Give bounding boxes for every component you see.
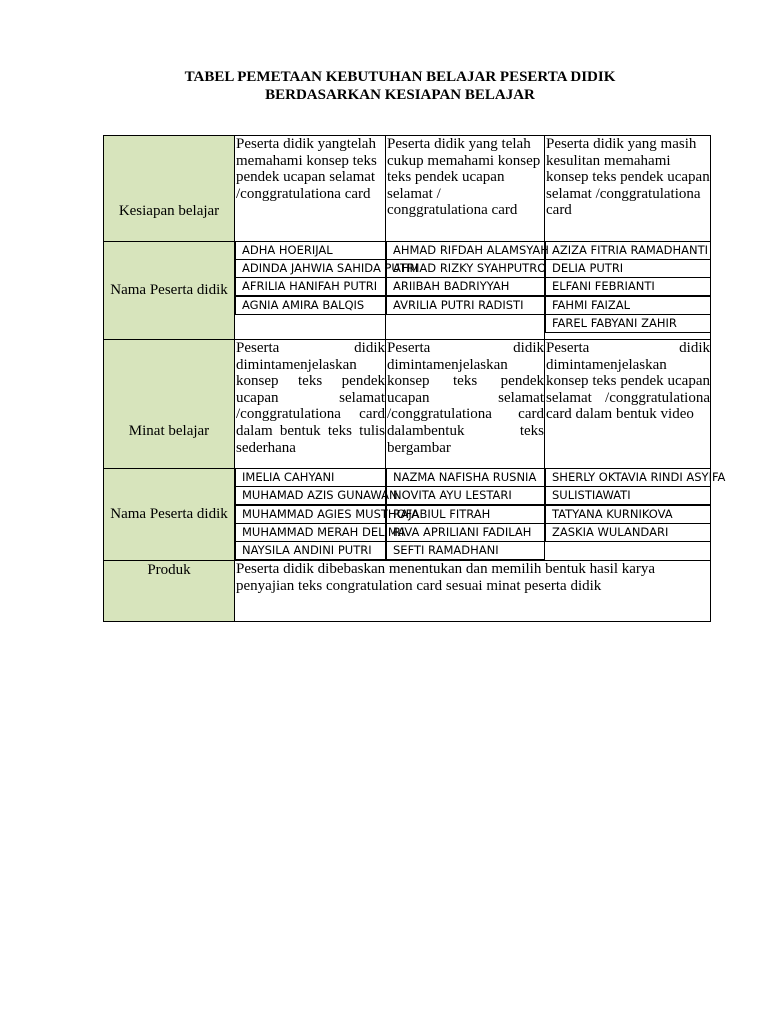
student-name: SEFTI RAMADHANI [386, 541, 545, 560]
student-name: FAREL FABYANI ZAHIR [545, 314, 711, 333]
label-minat-belajar [103, 339, 235, 469]
student-name: TATYANA KURNIKOVA [545, 505, 711, 524]
student-name: MUHAMAD AZIS GUNAWAN [235, 486, 386, 505]
student-name: MUHAMMAD AGIES MUSTHOFA [235, 505, 386, 524]
kesiapan-col-1: Peserta didik yangtelah memahami konsep teks pendek ucapan selamat /conggratulationa card [234, 135, 386, 242]
student-name: ARIIBAH BADRIYYAH [386, 277, 545, 296]
minat-col-3: Peserta didik dimintamenjelaskan konsep teks pendek ucapan selamat /conggratulationa card dalam bentuk video [544, 339, 711, 469]
student-name: ADHA HOERIJAL [235, 241, 386, 260]
student-name: NOVITA AYU LESTARI [386, 486, 545, 505]
student-name: AZIZA FITRIA RAMADHANTI [545, 241, 711, 260]
student-name: NAZMA NAFISHA RUSNIA [386, 468, 545, 487]
student-name: NAYSILA ANDINI PUTRI [235, 541, 386, 560]
kesiapan-col-2: Peserta didik yang telah cukup memahami konsep teks pendek ucapan selamat / conggratulationa card [385, 135, 545, 242]
student-name: SULISTIAWATI [545, 486, 711, 505]
student-name: AVRILIA PUTRI RADISTI [386, 296, 545, 315]
student-name: ELFANI FEBRIANTI [545, 277, 711, 296]
student-name: IMELIA CAHYANI [235, 468, 386, 487]
document-title-line-1: TABEL PEMETAAN KEBUTUHAN BELAJAR PESERTA DIDIK [184, 69, 616, 85]
label-nama-peserta-didik-1 [103, 241, 235, 340]
minat-col-2: Peserta didik dimintamenjelaskan konsep teks pendek ucapan selamat /conggratulationa card dalambentuk teks bergambar [385, 339, 545, 469]
minat-col-1: Peserta didik dimintamenjelaskan konsep teks pendek ucapan selamat /conggratulationa card dalam bentuk teks tulis sederhana [234, 339, 386, 469]
student-name: DELIA PUTRI [545, 259, 711, 278]
kesiapan-col-3: Peserta didik yang masih kesulitan memahami konsep teks pendek ucapan selamat /conggratulationa card [544, 135, 711, 242]
student-name: AGNIA AMIRA BALQIS [235, 296, 386, 315]
label-nama-peserta-didik-2-text: Nama Peserta didik [110, 506, 228, 522]
student-name: MUHAMMAD MERAH DELIMA [235, 523, 386, 542]
student-name: RAJABIUL FITRAH [386, 505, 545, 524]
label-kesiapan-belajar [103, 135, 235, 242]
label-produk [103, 560, 235, 622]
document-title-line-2: BERDASARKAN KESIAPAN BELAJAR [265, 87, 535, 103]
label-nama-peserta-didik-2 [103, 468, 235, 561]
label-minat-belajar-text: Minat belajar [128, 423, 210, 439]
label-nama-peserta-didik-1-text: Nama Peserta didik [110, 282, 228, 298]
student-name: AHMAD RIZKY SYAHPUTRO [386, 259, 545, 278]
student-name: AHMAD RIFDAH ALAMSYAH [386, 241, 545, 260]
student-name: ADINDA JAHWIA SAHIDA PUTRI [235, 259, 386, 278]
label-produk-text: Produk [147, 562, 191, 578]
student-name: ZASKIA WULANDARI [545, 523, 711, 542]
student-name: FAHMI FAIZAL [545, 296, 711, 315]
label-kesiapan-belajar-text: Kesiapan belajar [118, 203, 220, 219]
student-name: AFRILIA HANIFAH PUTRI [235, 277, 386, 296]
student-name: SHERLY OKTAVIA RINDI ASYIFA [545, 468, 711, 487]
produk-description: Peserta didik dibebaskan menentukan dan memilih bentuk hasil karya penyajian teks congratulation card sesuai minat peserta didik [234, 560, 711, 622]
student-name: RIVA APRILIANI FADILAH [386, 523, 545, 542]
